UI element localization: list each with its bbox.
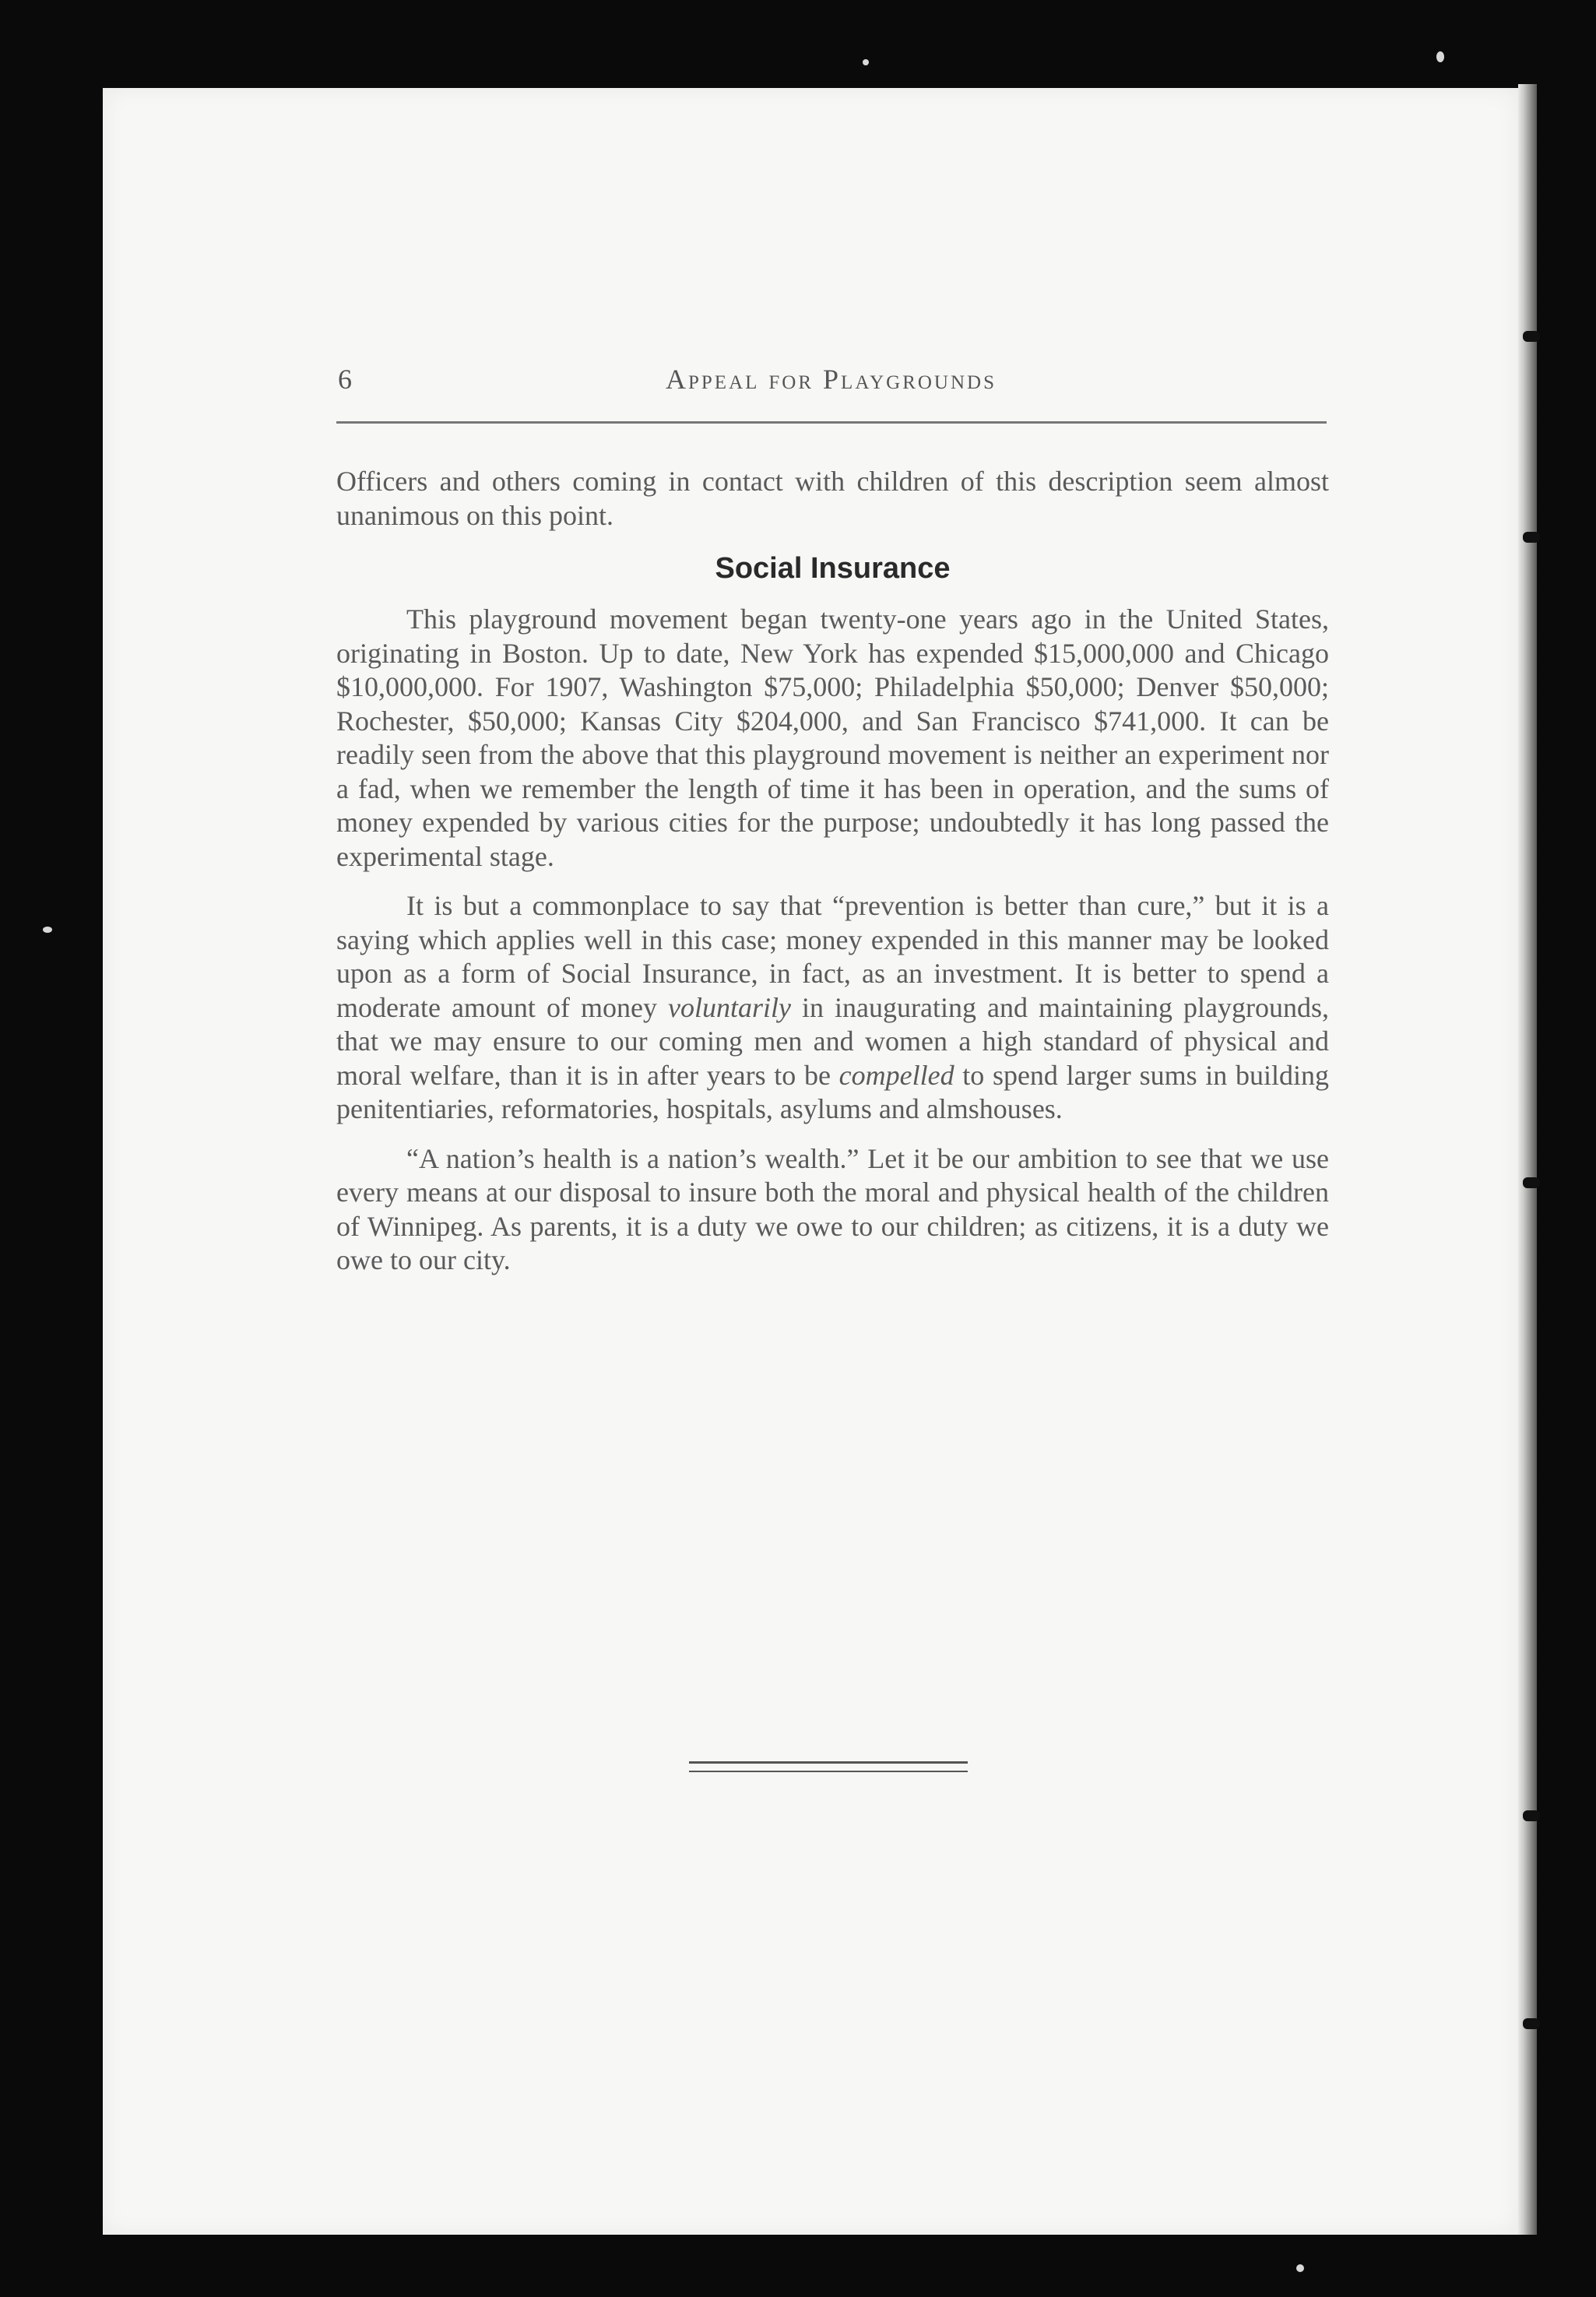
page-edge-mark [1523,2018,1540,2029]
running-title: Appeal for Playgrounds [666,364,997,395]
opening-paragraph: Officers and others coming in contact with children of this description seem almost unanimous on this point. [336,466,1329,531]
paragraph [336,889,1329,1127]
page-edge-mark [1523,331,1540,342]
dust-speck [1296,2264,1304,2272]
paragraph-text: to spend larger sums in building penitentiaries, reformatories, hospitals, asylums and almshouses. [336,1059,1329,1124]
emphasis-text: voluntarily [667,991,791,1023]
paragraph: “A nation’s health is a nation’s wealth.” Let it be our ambition to see that we use every means at our disposal to insure both the moral and physical health of the children of Winnipeg. As parents, it is a duty we owe to our children; as citizens, it is a duty we owe to our city. [336,1142,1329,1275]
section-heading: Social Insurance [715,552,951,585]
paragraph: This playground movement began twenty-one years ago in the United States, originating in Boston. Up to date, New York has expended $15,000,000 and Chicago $10,000,000. For 1907, Washington $75,000; Philadelphia $50,000; Denver $50,000; Rochester, $50,000; Kansas City $204,000, and San Francisco $741,000. It can be readily seen from the above that this playground movement is neither an experiment nor a fad, when we remember the length of time it has been in operation, and the sums of money expended by various cities for the purpose; undoubtedly it has long passed the experimental stage. [336,603,1329,872]
page-edge-mark [1523,1810,1540,1821]
page-header [335,363,1327,400]
end-rule [689,1761,968,1764]
end-rule [689,1771,968,1772]
page-number: 6 [338,364,352,395]
body-text [336,465,1329,1293]
emphasis-text: compelled [838,1059,954,1091]
header-rule [336,421,1327,424]
dust-speck [1436,51,1444,62]
page-edge [1518,84,1537,2235]
page-edge-mark [1523,532,1540,543]
paragraph-text: It is but a commonplace to say that “prevention is better than cure,” but it is a saying which applies well in this case; money expended in this manner may be looked upon as a form of Social Insurance, in fact, as an investment. It is better to spend a moderate amount of money [336,890,1329,1023]
dust-speck [863,59,869,65]
paragraph-text: in inaugurating and maintaining playgrounds, that we may ensure to our coming men and women a high standard of physical and moral welfare, than it is in after years to be [336,991,1329,1091]
dust-speck [43,927,52,933]
page-edge-mark [1523,1177,1540,1188]
